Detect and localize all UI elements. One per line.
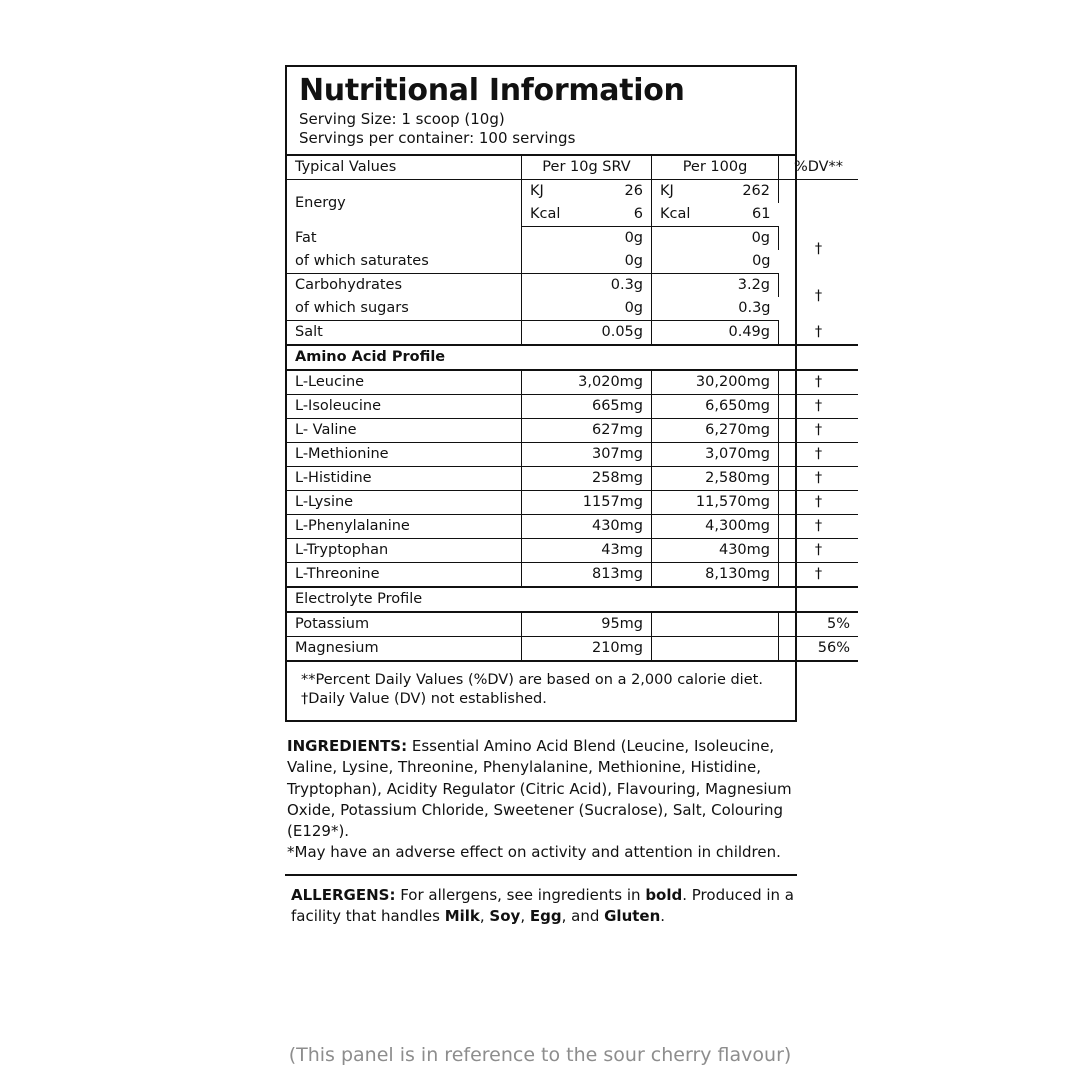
energy-kcal-per100	[652, 203, 779, 227]
energy-kcal-per100-value: 61	[752, 205, 771, 222]
table-header-row	[287, 156, 858, 180]
allergens-text-2: . Produced in a facility that handles	[291, 885, 794, 926]
row-value-dv: †	[779, 466, 859, 490]
row-value-dv: †	[779, 418, 859, 442]
row-label: L-Threonine	[287, 562, 522, 587]
allergen-egg: Egg	[529, 907, 562, 926]
row-value-dv: †	[779, 394, 859, 418]
row-value-dv: †	[779, 538, 859, 562]
row-label: L-Phenylalanine	[287, 514, 522, 538]
energy-kcal-serving	[522, 203, 652, 227]
row-value-dv: †	[779, 490, 859, 514]
row-value-dv: †	[779, 514, 859, 538]
allergens-text-5: , and	[561, 907, 605, 926]
allergen-gluten: Gluten	[604, 907, 661, 926]
row-value-per100: 8,130mg	[652, 562, 779, 587]
column-header-per-serving: Per 10g SRV	[522, 156, 652, 180]
row-label: L-Methionine	[287, 442, 522, 466]
table-row	[287, 320, 858, 345]
row-label: L-Isoleucine	[287, 394, 522, 418]
table-row	[287, 250, 858, 274]
allergens-text-6: .	[660, 907, 666, 926]
energy-kj-unit: KJ	[530, 182, 544, 199]
row-value-serving: 627mg	[522, 418, 652, 442]
row-value-serving: 210mg	[522, 636, 652, 661]
row-value-per100: 11,570mg	[652, 490, 779, 514]
row-label: of which saturates	[287, 250, 522, 274]
section-header-amino	[287, 345, 858, 370]
energy-kj-serving	[522, 179, 652, 203]
table-row	[287, 466, 858, 490]
row-label: Potassium	[287, 612, 522, 637]
row-value-per100	[652, 636, 779, 661]
table-row	[287, 514, 858, 538]
row-value-per100	[652, 612, 779, 637]
row-label: Salt	[287, 320, 522, 345]
allergens-text-1: For allergens, see ingredients in	[395, 885, 646, 904]
table-row	[287, 226, 858, 250]
row-label: L-Tryptophan	[287, 538, 522, 562]
row-value-dv: †	[779, 370, 859, 395]
allergens-section	[285, 885, 797, 928]
row-value-serving: 43mg	[522, 538, 652, 562]
table-row	[287, 538, 858, 562]
energy-kj-per100-value: 262	[742, 182, 770, 199]
row-value-serving: 258mg	[522, 466, 652, 490]
row-value-per100: 30,200mg	[652, 370, 779, 395]
row-value-dv: †	[779, 562, 859, 587]
table-row	[287, 442, 858, 466]
ingredients-text: Essential Amino Acid Blend (Leucine, Isoleucine, Valine, Lysine, Threonine, Phenylalanine, Methionine, Histidine, Tryptophan), Acidity Regulator (Citric Acid), Flavouring, Magnesium Oxide, Potassium Chloride, Sweetener (Sucralose), Salt, Colouring (E129*).	[287, 737, 792, 841]
column-header-per-100g: Per 100g	[652, 156, 779, 180]
row-value-per100: 0g	[652, 250, 779, 274]
row-value-dv: †	[814, 288, 823, 305]
nutrition-header	[287, 67, 795, 156]
table-row	[287, 273, 858, 297]
table-row	[287, 297, 858, 321]
row-value-per100: 3.2g	[652, 273, 779, 297]
section-label: Electrolyte Profile	[287, 587, 858, 612]
row-value-per100: 430mg	[652, 538, 779, 562]
row-value-per100: 0.49g	[652, 320, 779, 345]
row-value-dv: †	[779, 320, 859, 345]
allergens-text-3: ,	[479, 907, 490, 926]
energy-dv	[779, 179, 859, 226]
row-value-serving: 1157mg	[522, 490, 652, 514]
row-value-serving: 95mg	[522, 612, 652, 637]
table-row-energy-kj	[287, 179, 858, 203]
section-header-electrolyte	[287, 587, 858, 612]
energy-kcal-serving-value: 6	[633, 205, 643, 222]
row-value-dv: 5%	[779, 612, 859, 637]
row-value-serving: 0g	[522, 297, 652, 321]
row-label-energy: Energy	[287, 179, 522, 226]
table-row	[287, 418, 858, 442]
page-title: Nutritional Information	[299, 73, 685, 108]
ingredients-warning: *May have an adverse effect on activity and attention in children.	[287, 843, 781, 862]
row-label: L-Leucine	[287, 370, 522, 395]
row-value-per100: 2,580mg	[652, 466, 779, 490]
row-value-serving: 665mg	[522, 394, 652, 418]
column-header-name: Typical Values	[287, 156, 522, 180]
ingredients-section	[285, 736, 797, 864]
allergens-bold-1: bold	[645, 885, 683, 904]
serving-size: Serving Size: 1 scoop (10g)	[299, 109, 505, 128]
allergen-soy: Soy	[489, 907, 521, 926]
allergens-text-4: ,	[520, 907, 530, 926]
row-value-dv: †	[779, 442, 859, 466]
footnote-daily-value-basis: **Percent Daily Values (%DV) are based on a 2,000 calorie diet.	[301, 671, 763, 688]
nutrition-facts-box	[285, 65, 850, 722]
table-row	[287, 370, 858, 395]
row-value-per100: 6,650mg	[652, 394, 779, 418]
column-header-dv: %DV**	[779, 156, 859, 180]
row-label: of which sugars	[287, 297, 522, 321]
row-label: Magnesium	[287, 636, 522, 661]
energy-kj-serving-value: 26	[624, 182, 643, 199]
row-value-serving: 0g	[522, 250, 652, 274]
row-value-per100: 4,300mg	[652, 514, 779, 538]
footer	[0, 1020, 1080, 1066]
row-value-serving: 307mg	[522, 442, 652, 466]
row-value-per100: 0.3g	[652, 297, 779, 321]
row-value-dv: †	[814, 241, 823, 258]
table-row	[287, 612, 858, 637]
row-value-serving: 813mg	[522, 562, 652, 587]
row-value-per100: 3,070mg	[652, 442, 779, 466]
row-value-serving: 430mg	[522, 514, 652, 538]
allergen-milk: Milk	[444, 907, 480, 926]
row-label: L- Valine	[287, 418, 522, 442]
row-value-dv: 56%	[779, 636, 859, 661]
table-row	[287, 636, 858, 661]
table-row	[287, 562, 858, 587]
nutrition-panel	[285, 65, 850, 927]
row-label: Carbohydrates	[287, 273, 522, 297]
row-value-serving: 3,020mg	[522, 370, 652, 395]
nutrition-table	[287, 156, 858, 662]
energy-kcal-unit: Kcal	[530, 205, 561, 222]
footnotes	[287, 662, 795, 720]
servings-per-container: Servings per container: 100 servings	[299, 128, 576, 147]
allergens-label: ALLERGENS:	[291, 885, 396, 904]
ingredients-label: INGREDIENTS:	[287, 737, 408, 755]
row-label: L-Histidine	[287, 466, 522, 490]
row-label: L-Lysine	[287, 490, 522, 514]
row-label: Fat	[287, 226, 522, 250]
flavour-reference-note: (This panel is in reference to the sour cherry flavour)	[288, 1044, 792, 1066]
row-value-serving: 0g	[522, 226, 652, 250]
row-value-per100: 6,270mg	[652, 418, 779, 442]
section-label: Amino Acid Profile	[287, 345, 858, 370]
footnote-dv-not-established: †Daily Value (DV) not established.	[301, 691, 547, 708]
energy-kj-unit-100: KJ	[660, 182, 674, 199]
row-value-per100: 0g	[652, 226, 779, 250]
table-row	[287, 490, 858, 514]
energy-kcal-unit-100: Kcal	[660, 205, 691, 222]
row-value-serving: 0.05g	[522, 320, 652, 345]
table-row	[287, 394, 858, 418]
divider	[285, 874, 797, 876]
row-value-serving: 0.3g	[522, 273, 652, 297]
energy-kj-per100	[652, 179, 779, 203]
